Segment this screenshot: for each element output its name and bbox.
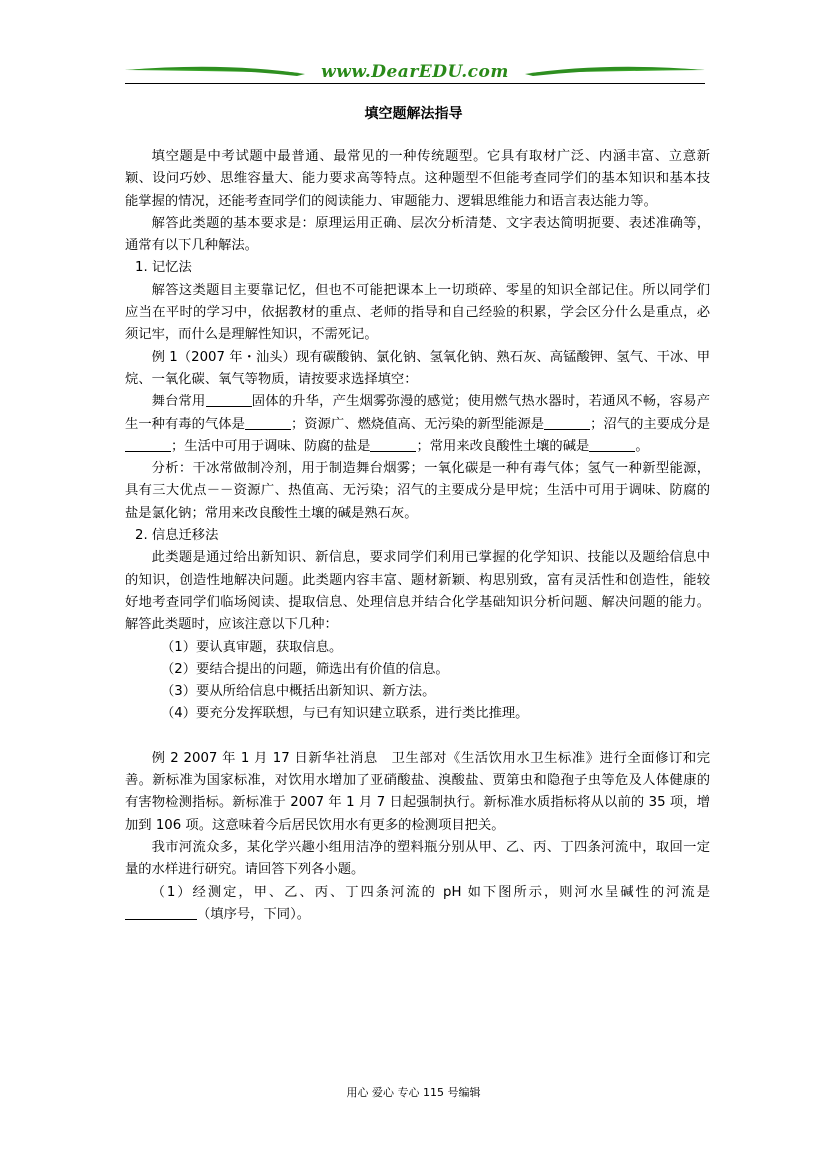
list-item: （3）要从所给信息中概括出新知识、新方法。 xyxy=(161,684,436,700)
example-2-paragraph-2: 我市河流众多，某化学兴趣小组用洁净的塑料瓶分别从甲、乙、丙、丁四条河流中，取回一定量的水样进行研究。请回答下列各小题。 xyxy=(125,839,710,878)
example-1-intro: 例 1（2007 年・汕头）现有碳酸钠、氯化钠、氢氧化钠、熟石灰、高锰酸钾、氢气、干冰、甲烷、一氧化碳、氧气等物质，请按要求选择填空： xyxy=(125,349,710,387)
q-text-4: ；沼气的主要成分是 xyxy=(590,416,711,432)
intro-paragraph-1: 填空题是中考试题中最普通、最常见的一种传统题型。它具有取材广泛、内涵丰富、立意新颖、设问巧妙、思维容量大、能力要求高等特点。这种题型不但能考查同学们的基本知识和基本技能掌握的情况，还能考查同学们的阅读能力、审题能力、逻辑思维能力和语言表达能力等。 xyxy=(125,149,710,209)
example-1-question xyxy=(125,391,710,458)
method-1-paragraph: 解答这类题目主要靠记忆，但也不可能把课本上一切琐碎、零星的知识全部记住。所以同学们应当在平时的学习中，依据教材的重点、老师的指导和自己经验的积累，学会区分什么是重点，必须记牢，而什么是理解性知识，不需死记。 xyxy=(125,282,710,343)
answer-blank xyxy=(206,392,252,407)
document-body xyxy=(125,146,710,926)
q-text-7: 。 xyxy=(635,438,649,454)
list-item: （2）要结合提出的问题，筛选出有价值的信息。 xyxy=(161,661,449,677)
header-divider xyxy=(125,83,705,84)
intro-paragraph-2: 解答此类题的基本要求是：原理运用正确、层次分析清楚、文字表达简明扼要、表述准确等，通常有以下几种解法。 xyxy=(125,215,710,254)
q2-text-a: （1）经测定，甲、乙、丙、丁四条河流的 pH 如下图所示，则河水呈碱性的河流是 xyxy=(151,884,710,900)
answer-blank xyxy=(589,437,635,452)
list-item: （4）要充分发挥联想，与已有知识建立联系，进行类比推理。 xyxy=(161,706,529,722)
list-item: （1）要认真审题，获取信息。 xyxy=(161,639,343,655)
answer-blank xyxy=(245,415,291,430)
answer-blank xyxy=(125,905,197,920)
method-1-heading: 1. 记忆法 xyxy=(135,260,192,276)
q2-text-b: （填序号，下同）。 xyxy=(197,906,311,922)
q-text-5: ；生活中可用于调味、防腐的盐是 xyxy=(171,438,371,454)
answer-blank xyxy=(370,437,416,452)
page-title: 填空题解法指导 xyxy=(364,106,463,122)
answer-blank xyxy=(544,415,590,430)
example-1-analysis: 分析：干冰常做制冷剂，用于制造舞台烟雾；一氧化碳是一种有毒气体；氢气一种新型能源，具有三大优点－－资源广、热值高、无污染；沼气的主要成分是甲烷；生活中可用于调味、防腐的盐是氯化钠；常用来改良酸性土壤的碱是熟石灰。 xyxy=(125,461,710,521)
example-2-paragraph-1: 例 2 2007 年 1 月 17 日新华社消息 卫生部对《生活饮用水卫生标准》进行全面修订和完善。新标准为国家标准，对饮用水增加了亚硝酸盐、溴酸盐、贾第虫和隐孢子虫等危及人体健康的有害物检测指标。新标准于 2007 年 1 月 7 日起强制执行。新标准水质指标将从以前的 35 项，增加到 106 项。这意味着今后居民饮用水有更多的检测项目把关。 xyxy=(125,750,710,833)
method-2-paragraph: 此类题是通过给出新知识、新信息，要求同学们利用已掌握的化学知识、技能以及题给信息中的知识，创造性地解决问题。此类题内容丰富、题材新颖、构思别致，富有灵活性和创造性，能较好地考查同学们临场阅读、提取信息、处理信息并结合化学基础知识分析问题、解决问题的能力。解答此类题时，应该注意以下几种： xyxy=(125,550,710,633)
method-2-heading: 2. 信息迁移法 xyxy=(135,528,219,544)
q-text-6: ；常用来改良酸性土壤的碱是 xyxy=(416,438,590,454)
answer-blank xyxy=(125,437,171,452)
page-footer: 用心 爱心 专心 115 号编辑 xyxy=(346,1086,481,1099)
q-text-2: 固体的升华，产生烟雾弥漫的感觉；使用燃气热水器时，若通风不畅，容易产生一种有毒的气体是 xyxy=(125,394,710,432)
example-2-question-1 xyxy=(125,882,710,927)
q-text-1: 舞台常用 xyxy=(151,394,206,410)
spacer xyxy=(125,726,710,748)
site-logo[interactable]: www.DearEDU.com xyxy=(321,62,509,82)
q-text-3: ；资源广、燃烧值高、无污染的新型能源是 xyxy=(290,416,545,432)
